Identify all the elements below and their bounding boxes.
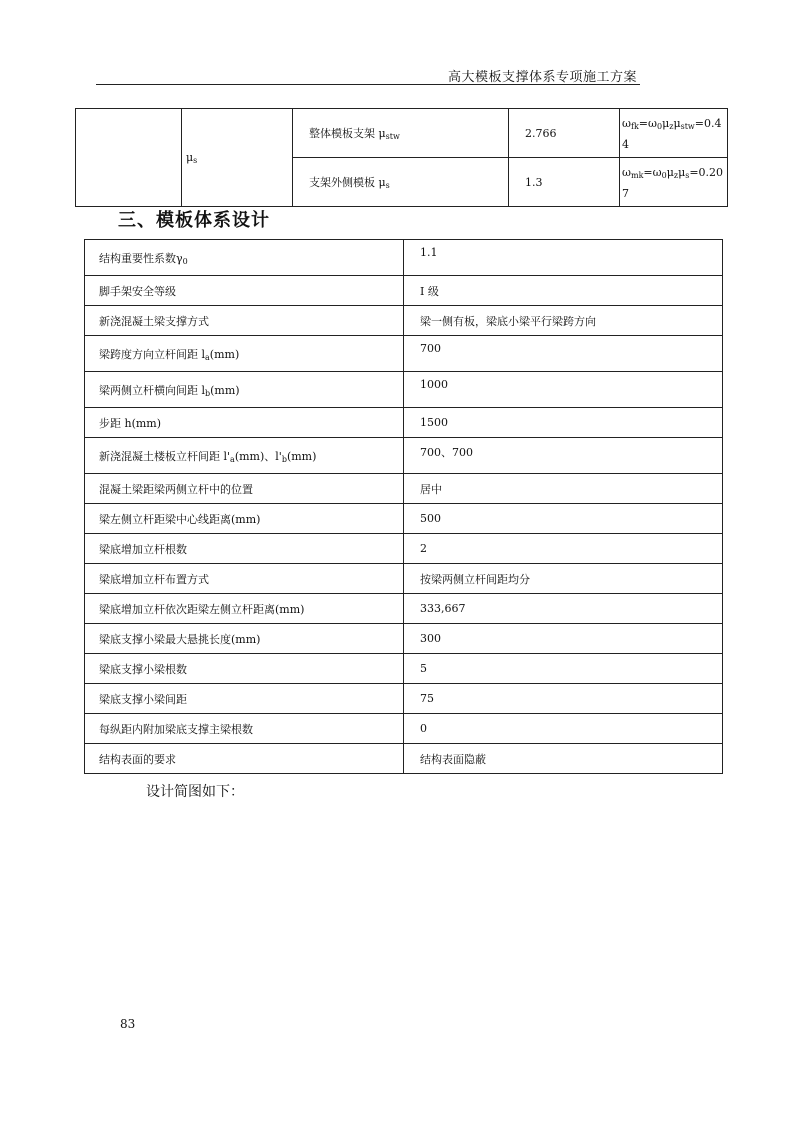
param-value: 1500	[404, 408, 723, 438]
param-key: 梁跨度方向立杆间距 $l_a(mm)$	[85, 336, 404, 372]
table-row	[85, 654, 723, 684]
param-value: 结构表面隐蔽	[404, 744, 723, 774]
param-value: 75	[404, 684, 723, 714]
param-key: 新浇混凝土梁支撑方式	[85, 306, 404, 336]
table-row	[85, 372, 723, 408]
row-formula: $\omega_{mk}=\omega_0\mu_z\mu_s=0.207$	[620, 158, 728, 207]
table-row	[85, 684, 723, 714]
table-row	[85, 306, 723, 336]
param-key: 梁左侧立杆距梁中心线距离(mm)	[85, 504, 404, 534]
table-row	[85, 534, 723, 564]
param-key: 结构重要性系数$\gamma_0$	[85, 240, 404, 276]
row-value: 1.3	[509, 158, 620, 207]
header-rule	[96, 84, 640, 85]
symbol-sub: s	[193, 155, 198, 165]
param-value: 梁一侧有板，梁底小梁平行梁跨方向	[404, 306, 723, 336]
param-value: 5	[404, 654, 723, 684]
row-formula: $\omega_{fk}=\omega_0\mu_z\mu_{stw}=0.44$	[620, 109, 728, 158]
param-value: 2	[404, 534, 723, 564]
design-parameters-table	[84, 239, 723, 774]
table-row	[85, 564, 723, 594]
param-key: 步距 h(mm)	[85, 408, 404, 438]
blank-cell	[76, 109, 182, 207]
page-number: 83	[120, 1017, 136, 1031]
param-value: I 级	[404, 276, 723, 306]
design-note: 设计简图如下：	[146, 784, 244, 800]
param-key: 梁底增加立杆布置方式	[85, 564, 404, 594]
table-row	[85, 408, 723, 438]
table-row	[85, 504, 723, 534]
table-row	[85, 474, 723, 504]
param-value: 333,667	[404, 594, 723, 624]
table-row	[85, 336, 723, 372]
param-key: 梁两侧立杆横向间距 $l_b(mm)$	[85, 372, 404, 408]
param-key: 每纵距内附加梁底支撑主梁根数	[85, 714, 404, 744]
param-key: 梁底支撑小梁间距	[85, 684, 404, 714]
param-key: 梁底支撑小梁根数	[85, 654, 404, 684]
param-value: 1000	[404, 372, 723, 408]
param-key: 梁底支撑小梁最大悬挑长度(mm)	[85, 624, 404, 654]
table-row	[85, 744, 723, 774]
param-key: 梁底增加立杆根数	[85, 534, 404, 564]
param-key: 脚手架安全等级	[85, 276, 404, 306]
table-row	[85, 624, 723, 654]
header-title: 高大模板支撑体系专项施工方案	[447, 70, 637, 85]
param-key: 混凝土梁距梁两侧立杆中的位置	[85, 474, 404, 504]
row-name: 整体模板支架 $\mu_{stw}$	[293, 109, 509, 158]
section-heading: 三、模板体系设计	[118, 210, 270, 231]
table-row	[85, 714, 723, 744]
symbol-cell	[182, 109, 293, 207]
table-row	[85, 240, 723, 276]
table-row	[76, 109, 728, 158]
row-value: 2.766	[509, 109, 620, 158]
table-row	[85, 276, 723, 306]
param-value: 300	[404, 624, 723, 654]
param-key: 梁底增加立杆依次距梁左侧立杆距离(mm)	[85, 594, 404, 624]
param-value: 按梁两侧立杆间距均分	[404, 564, 723, 594]
param-value: 0	[404, 714, 723, 744]
param-value: 1.1	[404, 240, 723, 276]
param-key: 新浇混凝土楼板立杆间距 $l'_a(mm)$、$l'_b(mm)$	[85, 438, 404, 474]
symbol-main: μ	[186, 150, 194, 164]
table-row	[85, 438, 723, 474]
table-row	[85, 594, 723, 624]
param-value: 500	[404, 504, 723, 534]
wind-load-table	[75, 108, 728, 207]
param-value: 700	[404, 336, 723, 372]
param-value: 700、700	[404, 438, 723, 474]
param-value: 居中	[404, 474, 723, 504]
param-key: 结构表面的要求	[85, 744, 404, 774]
row-name: 支架外侧模板 $\mu_s$	[293, 158, 509, 207]
